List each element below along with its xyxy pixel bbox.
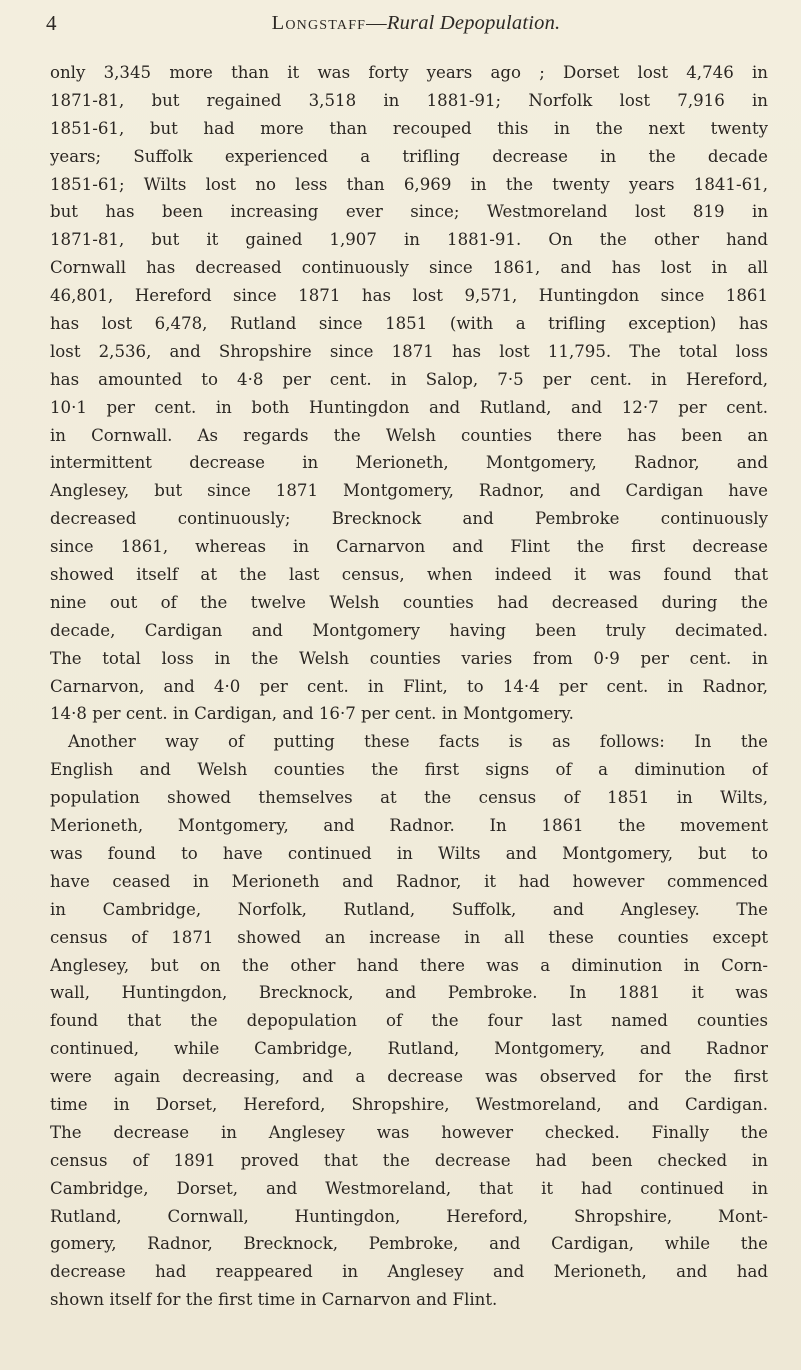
text-line: showed itself at the last census, when indeed it was found that bbox=[50, 565, 768, 585]
text-line: decrease had reappeared in Anglesey and Merioneth, and had bbox=[50, 1262, 768, 1282]
text-line: Merioneth, Montgomery, and Radnor. In 1861 the movement bbox=[50, 816, 768, 836]
running-head-author: Longstaff bbox=[271, 12, 367, 34]
text-line: since 1861, whereas in Carnarvon and Flint the first decrease bbox=[50, 537, 768, 557]
text-line: found that the depopulation of the four last named counties bbox=[50, 1011, 768, 1031]
text-line: was found to have continued in Wilts and Montgomery, but to bbox=[50, 843, 768, 863]
text-line: Cambridge, Dorset, and Westmoreland, that it had continued in bbox=[50, 1178, 768, 1198]
text-line: 10·1 per cent. in both Huntingdon and Rutland, and 12·7 per cent. bbox=[50, 397, 768, 417]
text-line: census of 1891 proved that the decrease had been checked in bbox=[50, 1150, 768, 1170]
text-line: has amounted to 4·8 per cent. in Salop, 7·5 per cent. in Hereford, bbox=[50, 369, 768, 389]
text-line: decade, Cardigan and Montgomery having been truly decimated. bbox=[50, 620, 768, 640]
text-line: Anglesey, but since 1871 Montgomery, Radnor, and Cardigan have bbox=[50, 481, 768, 501]
text-line: gomery, Radnor, Brecknock, Pembroke, and Cardigan, while the bbox=[50, 1234, 768, 1254]
body-text bbox=[50, 59, 768, 1314]
text-line: time in Dorset, Hereford, Shropshire, Westmoreland, and Cardigan. bbox=[50, 1094, 768, 1114]
text-line: decreased continuously; Brecknock and Pembroke continuously bbox=[50, 509, 768, 529]
text-line: The total loss in the Welsh counties varies from 0·9 per cent. in bbox=[50, 648, 768, 668]
text-line: in Cornwall. As regards the Welsh counties there has been an bbox=[50, 425, 768, 445]
text-line: in Cambridge, Norfolk, Rutland, Suffolk, and Anglesey. The bbox=[50, 899, 768, 919]
page-number: 4 bbox=[46, 11, 57, 35]
text-line: 1871-81, but it gained 1,907 in 1881-91. On the other hand bbox=[50, 230, 768, 250]
text-line: continued, while Cambridge, Rutland, Montgomery, and Radnor bbox=[50, 1039, 768, 1059]
text-line: 1851-61, but had more than recouped this in the next twenty bbox=[50, 118, 768, 138]
text-line: 14·8 per cent. in Cardigan, and 16·7 per cent. in Montgomery. bbox=[50, 704, 574, 724]
text-line: The decrease in Anglesey was however checked. Finally the bbox=[50, 1122, 768, 1142]
text-line: were again decreasing, and a decrease was observed for the first bbox=[50, 1067, 768, 1087]
text-line: but has been increasing ever since; Westmoreland lost 819 in bbox=[50, 202, 768, 222]
running-head-separator: — bbox=[366, 12, 387, 34]
text-line: wall, Huntingdon, Brecknock, and Pembroke. In 1881 it was bbox=[50, 983, 768, 1003]
text-line: Another way of putting these facts is as follows: In the bbox=[68, 732, 768, 752]
text-line: lost 2,536, and Shropshire since 1871 has lost 11,795. The total loss bbox=[50, 341, 768, 361]
text-line: English and Welsh counties the first signs of a diminution of bbox=[50, 760, 768, 780]
text-line: 46,801, Hereford since 1871 has lost 9,571, Huntingdon since 1861 bbox=[50, 286, 768, 306]
text-line: census of 1871 showed an increase in all these counties except bbox=[50, 927, 768, 947]
text-line: only 3,345 more than it was forty years ago ; Dorset lost 4,746 in bbox=[50, 63, 768, 82]
running-head-title: Rural Depopulation. bbox=[386, 12, 561, 34]
running-head bbox=[46, 8, 786, 38]
text-line: intermittent decrease in Merioneth, Montgomery, Radnor, and bbox=[50, 453, 768, 473]
text-line: have ceased in Merioneth and Radnor, it had however commenced bbox=[50, 871, 768, 891]
text-line: years; Suffolk experienced a trifling decrease in the decade bbox=[50, 146, 768, 166]
text-line: 1871-81, but regained 3,518 in 1881-91; Norfolk lost 7,916 in bbox=[50, 90, 768, 110]
text-line: population showed themselves at the census of 1851 in Wilts, bbox=[50, 788, 768, 808]
text-line: has lost 6,478, Rutland since 1851 (with a trifling exception) has bbox=[50, 314, 768, 334]
text-line: nine out of the twelve Welsh counties had decreased during the bbox=[50, 592, 768, 612]
page-header bbox=[46, 8, 786, 42]
text-line: Cornwall has decreased continuously since 1861, and has lost in all bbox=[50, 258, 768, 278]
text-line: 1851-61; Wilts lost no less than 6,969 in the twenty years 1841-61, bbox=[50, 174, 768, 194]
text-line: Rutland, Cornwall, Huntingdon, Hereford, Shropshire, Mont- bbox=[50, 1206, 768, 1226]
text-line: shown itself for the first time in Carnarvon and Flint. bbox=[50, 1290, 498, 1310]
text-line: Carnarvon, and 4·0 per cent. in Flint, to 14·4 per cent. in Radnor, bbox=[50, 676, 768, 696]
text-line: Anglesey, but on the other hand there was a diminution in Corn- bbox=[50, 955, 768, 975]
